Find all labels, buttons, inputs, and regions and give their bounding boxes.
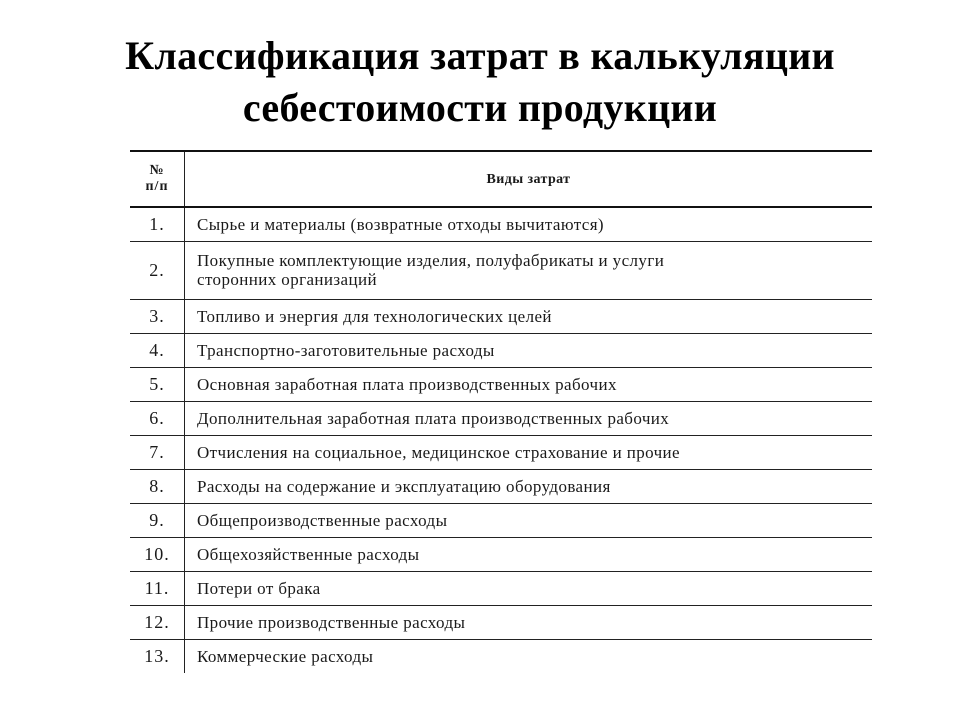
table-row (130, 207, 872, 241)
row-number: 2. (130, 241, 185, 299)
row-number: 12. (130, 605, 185, 639)
table-row (130, 401, 872, 435)
cost-classification-table (130, 150, 872, 673)
row-cost-type: Дополнительная заработная плата производственных рабочих (197, 408, 670, 428)
row-cost-type: Транспортно-заготовительные расходы (197, 340, 495, 360)
table-row (130, 503, 872, 537)
table-row (130, 537, 872, 571)
row-number: 10. (130, 537, 185, 571)
row-number: 8. (130, 469, 185, 503)
row-cost-type (185, 241, 873, 299)
row-cost-type: Прочие производственные расходы (197, 612, 466, 632)
row-cost-type: Потери от брака (197, 578, 321, 598)
slide-title (0, 30, 960, 134)
row-cost-type: Коммерческие расходы (197, 646, 374, 666)
table-header-row (130, 151, 872, 207)
row-cost-type-line-2: сторонних организаций (197, 270, 377, 289)
header-cost-type-cell: Виды затрат (486, 171, 571, 187)
row-number: 7. (130, 435, 185, 469)
table-row (130, 571, 872, 605)
table-row (130, 241, 872, 299)
row-cost-type: Основная заработная плата производственных рабочих (197, 374, 617, 394)
table-row (130, 639, 872, 673)
table-row (130, 435, 872, 469)
table-row (130, 605, 872, 639)
row-cost-type: Общехозяйственные расходы (197, 544, 420, 564)
row-number: 1. (130, 207, 185, 241)
row-number: 13. (130, 639, 185, 673)
row-number: 6. (130, 401, 185, 435)
row-cost-type-line-1: Покупные комплектующие изделия, полуфабрикаты и услуги (197, 251, 665, 270)
row-number: 5. (130, 367, 185, 401)
row-cost-type: Сырье и материалы (возвратные отходы вычитаются) (197, 214, 604, 234)
header-number-symbol: № (149, 163, 165, 178)
table-row (130, 469, 872, 503)
table-row (130, 367, 872, 401)
row-cost-type: Общепроизводственные расходы (197, 510, 448, 530)
row-cost-type: Отчисления на социальное, медицинское страхование и прочие (197, 442, 680, 462)
row-number: 11. (130, 571, 185, 605)
row-cost-type: Расходы на содержание и эксплуатацию оборудования (197, 476, 611, 496)
table-row (130, 333, 872, 367)
slide-title-line-1: Классификация затрат в калькуляции (125, 33, 835, 78)
row-number: 3. (130, 299, 185, 333)
row-cost-type: Топливо и энергия для технологических целей (197, 306, 552, 326)
row-number: 4. (130, 333, 185, 367)
slide-title-line-2: себестоимости продукции (242, 85, 718, 130)
table-row (130, 299, 872, 333)
row-number: 9. (130, 503, 185, 537)
header-number-cell (130, 151, 185, 207)
header-number-label: п/п (145, 179, 169, 194)
